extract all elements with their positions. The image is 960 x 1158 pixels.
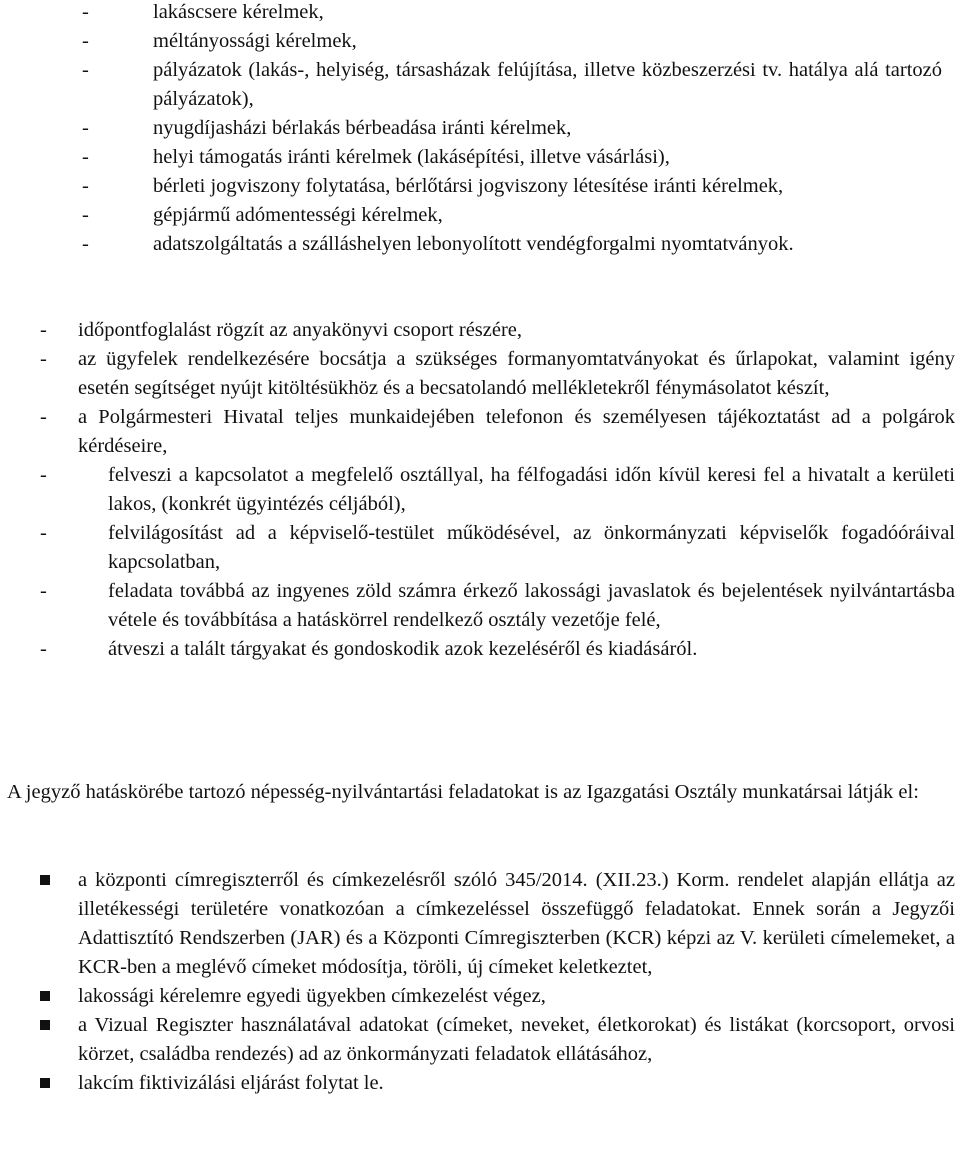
intro-paragraph: A jegyző hatáskörébe tartozó népesség-nyilvántartási feladatokat is az Igazgatási Osztály munkatársai látják el:: [7, 781, 919, 803]
list-item-text: helyi támogatás iránti kérelmek (lakásépítési, illetve vásárlási),: [153, 146, 670, 168]
list-item: [40, 635, 955, 664]
list-item-text: lakcím fiktivizálási eljárást folytat le.: [78, 1072, 384, 1094]
list-marker: -: [82, 146, 89, 168]
list-marker: -: [82, 175, 89, 197]
list-item-text: átveszi a talált tárgyakat és gondoskodik azok kezeléséről és kiadásáról.: [108, 638, 698, 660]
square-bullet-icon: [40, 1078, 50, 1088]
square-bullet-icon: [40, 991, 50, 1001]
list-item: [40, 461, 955, 519]
list-item: [40, 345, 955, 403]
list-marker: -: [82, 117, 89, 139]
list-item: [40, 982, 955, 1011]
list-item: [82, 143, 942, 172]
list-marker: -: [82, 59, 89, 81]
list-item: [82, 56, 942, 114]
list-item-text: a Vizual Regiszter használatával adatokat (címeket, neveket, életkorokat) és listákat (korcsoport, orvosi körzet, családba rendezés) ad az önkormányzati feladatok ellátásához,: [78, 1014, 955, 1065]
registry-duties-list: [40, 866, 955, 1098]
list-item-text: felvilágosítást ad a képviselő-testület működésével, az önkormányzati képviselők fogadóóráival kapcsolatban,: [108, 522, 955, 573]
list-item: [40, 1011, 955, 1069]
list-marker: -: [40, 522, 47, 544]
list-item-text: lakáscsere kérelmek,: [153, 1, 324, 23]
list-item: [40, 1069, 955, 1098]
list-item-text: az ügyfelek rendelkezésére bocsátja a szükséges formanyomtatványokat és űrlapokat, valamint igény esetén segítséget nyújt kitöltésükhöz és a becsatolandó mellékletekről fénymásolatot készít,: [78, 348, 955, 399]
list-item: [82, 230, 942, 259]
list-item-text: a Polgármesteri Hivatal teljes munkaidejében telefonon és személyesen tájékoztatást ad a polgárok kérdéseire,: [78, 406, 955, 457]
list-item-text: felveszi a kapcsolatot a megfelelő osztállyal, ha félfogadási időn kívül keresi fel a hivatalt a kerületi lakos, (konkrét ügyintézés céljából),: [108, 464, 955, 515]
list-item-text: pályázatok (lakás-, helyiség, társasházak felújítása, illetve közbeszerzési tv. hatálya alá tartozó pályázatok),: [153, 59, 942, 110]
list-item: [40, 519, 955, 577]
list-item-text: lakossági kérelemre egyedi ügyekben címkezelést végez,: [78, 985, 546, 1007]
list-item: [82, 0, 942, 27]
list-item: [82, 172, 942, 201]
list-item-text: bérleti jogviszony folytatása, bérlőtársi jogviszony létesítése iránti kérelmek,: [153, 175, 784, 197]
list-item-text: gépjármű adómentességi kérelmek,: [153, 204, 443, 226]
list-marker: -: [40, 580, 47, 602]
list-item: [40, 577, 955, 635]
list-marker: -: [82, 204, 89, 226]
list-item: [82, 27, 942, 56]
list-item-text: adatszolgáltatás a szálláshelyen lebonyolított vendégforgalmi nyomtatványok.: [153, 233, 794, 255]
list-marker: -: [82, 30, 89, 52]
square-bullet-icon: [40, 1020, 50, 1030]
list-item-text: feladata továbbá az ingyenes zöld számra érkező lakossági javaslatok és bejelentések nyilvántartásba vétele és továbbítása a hatáskörrel rendelkező osztály vezetője felé,: [108, 580, 955, 631]
list-item: [40, 866, 955, 982]
list-item: [82, 114, 942, 143]
customer-service-duties-list: [40, 316, 955, 664]
list-item-text: időpontfoglalást rögzít az anyakönyvi csoport részére,: [78, 319, 523, 341]
square-bullet-icon: [40, 875, 50, 885]
list-item: [82, 201, 942, 230]
list-item: [40, 403, 955, 461]
list-marker: -: [40, 638, 47, 660]
list-marker: -: [82, 1, 89, 23]
case-types-list: [82, 0, 942, 259]
list-item-text: méltányossági kérelmek,: [153, 30, 357, 52]
list-marker: -: [82, 233, 89, 255]
list-marker: -: [40, 406, 47, 428]
list-item-text: nyugdíjasházi bérlakás bérbeadása iránti kérelmek,: [153, 117, 572, 139]
list-marker: -: [40, 348, 47, 370]
list-item: [40, 316, 955, 345]
list-marker: -: [40, 464, 47, 486]
list-marker: -: [40, 319, 47, 341]
list-item-text: a központi címregiszterről és címkezelésről szóló 345/2014. (XII.23.) Korm. rendelet alapján ellátja az illetékességi területére vonatkozóan a címkezeléssel összefüggő feladatokat. Ennek során a Jegyzői Adattisztító Rendszerben (JAR) és a Központi Címregiszterben (KCR) képzi az V. kerületi címelemeket, a KCR-ben a meglévő címeket módosítja, töröli, új címeket keletkeztet,: [78, 869, 955, 978]
